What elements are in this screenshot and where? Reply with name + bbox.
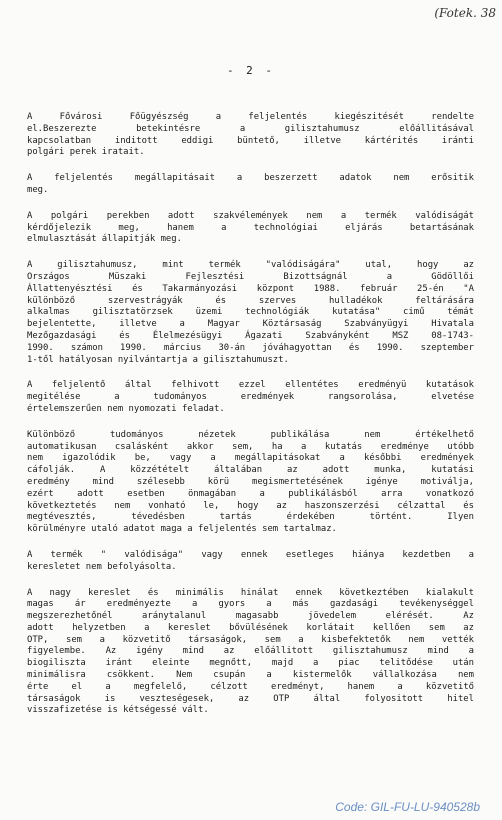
text-line: A polgári perekben adott szakvélemények nem a termék valódiságát — [27, 210, 474, 221]
text-line: körülményre utaló adatot maga a feljelentés sem tartalmaz. — [27, 524, 337, 535]
text-line: polgári perek iratait. — [27, 147, 145, 158]
paragraph — [27, 211, 474, 246]
page-number: - 2 - — [226, 64, 276, 77]
text-line: ezért adott esetben önmagában a publikálásból arra vonatkozó — [27, 488, 474, 499]
text-line: megszerezhetőnél aránytalanul magasabb jövedelem elérését. Az — [27, 611, 474, 622]
text-line: társaságok is veszteségesek, az OTP által folyositott hitel — [27, 693, 474, 704]
text-line: Állattenyésztési és Takarmányozási központ 1988. február 25-én "A — [27, 283, 474, 294]
text-line: érte el a megfelelő, célzott eredményt, hanem a közvetitő — [27, 681, 474, 692]
paragraph — [27, 380, 474, 415]
text-line: automatikusan csalásként akkor sem, ha a kutatás eredménye utóbb — [27, 441, 474, 452]
text-line: visszafizetése is kétségessé vált. — [27, 705, 209, 716]
paragraph — [27, 112, 474, 159]
text-line: nem igazolódik be, vagy a megállapitásokat a későbbi eredmények — [27, 453, 474, 464]
text-line: bejelentette, illetve a Magyar Köztársaság Szabványügyi Hivatala — [27, 319, 474, 330]
document-code: Code: GIL-FU-LU-940528b — [335, 800, 480, 814]
text-line: alkalmas gilisztatörzsek üzemi technológiák kutatása" cimű témát — [27, 307, 474, 318]
text-line: minimálisra csökkent. Nem csupán a kistermelők vállalkozása nem — [27, 670, 474, 681]
text-line: keresletet nem befolyásolta. — [27, 561, 177, 572]
text-line: biogiliszta iránt eleinte megnőtt, majd a piac telitődése után — [27, 658, 474, 669]
text-line: következtetés nem vonható le, hogy az haszonszerzési célzattal és — [27, 500, 474, 511]
paragraph — [27, 588, 474, 718]
paragraph — [27, 173, 474, 197]
handwritten-note: (Fotek. 38 — [434, 6, 496, 20]
text-line: 1-től hatályosan nyilvántartja a gilisztahumuszt. — [27, 354, 289, 365]
text-line: A Fővárosi Főügyészség a feljelentés kiegészitését rendelte — [27, 112, 474, 122]
text-line: figyelembe. Az igény mind az előállitott gilisztahumusz mind a — [27, 646, 474, 657]
text-line: kérdőjelezik meg, hanem a technológiai eljárás betartásának — [27, 222, 474, 233]
text-line: OTP, sem a közvetitő társaságok, sem a kisbefektetők nem vették — [27, 634, 474, 645]
text-line: megitélése a tudományos eredmények rangsorolása, elvetése — [27, 392, 474, 403]
paragraph — [27, 260, 474, 366]
paragraph — [27, 430, 474, 536]
text-line: meg. — [27, 184, 49, 195]
text-line: értelemszerűen nem nyomozati feladat. — [27, 403, 225, 414]
document-body — [27, 112, 474, 731]
text-line: A gilisztahumusz, mint termék "valódiságára" utal, hogy az — [27, 260, 474, 271]
text-line: A feljelentés megállapitásait a beszerzett adatok nem erősitik — [27, 173, 474, 184]
text-line: eredmény mind szélesebb körü megismertetésének igénye motiválja, — [27, 476, 474, 487]
text-line: elmulasztását állapitják meg. — [27, 234, 182, 245]
text-line: magas ár eredményezte a gyors a más gazdasági tevékenységgel — [27, 599, 474, 610]
text-line: Mezőgazdasági és Élelmezésügyi Ágazati Szabványként MSZ 08-1743- — [27, 330, 474, 341]
text-line: megtévesztés, tévedésben tartás érdekében történt. Ilyen — [27, 512, 474, 523]
text-line: 1990. számon 1990. március 30-án jóváhagyottan és 1990. szeptember — [27, 342, 474, 353]
text-line: adott helyzetben a kereslet bővülésének korlátait kellően sem az — [27, 622, 474, 633]
text-line: A nagy kereslet és minimális hinálat ennek következtében kialakult — [27, 587, 474, 598]
text-line: Különböző tudományos nézetek publikálása nem értékelhető — [27, 429, 474, 440]
text-line: el.Beszerezte betekintésre a gilisztahumusz előállitásával — [27, 123, 474, 134]
text-line: Országos Müszaki Fejlesztési Bizottságnál a Gödöllői — [27, 271, 474, 282]
text-line: cáfolják. A közzétételt általában az adott munka, kutatási — [27, 465, 474, 476]
text-line: különböző szervestrágyák és szerves hulladékok feltárására — [27, 295, 474, 306]
text-line: A termék " valódisága" vagy ennek esetleges hiánya kezdetben a — [27, 549, 474, 560]
paragraph — [27, 550, 474, 574]
text-line: A feljelentő által felhivott ezzel ellentétes eredményü kutatások — [27, 380, 474, 391]
text-line: kapcsolatban inditott eddigi büntető, illetve kártérités iránti — [27, 135, 474, 146]
